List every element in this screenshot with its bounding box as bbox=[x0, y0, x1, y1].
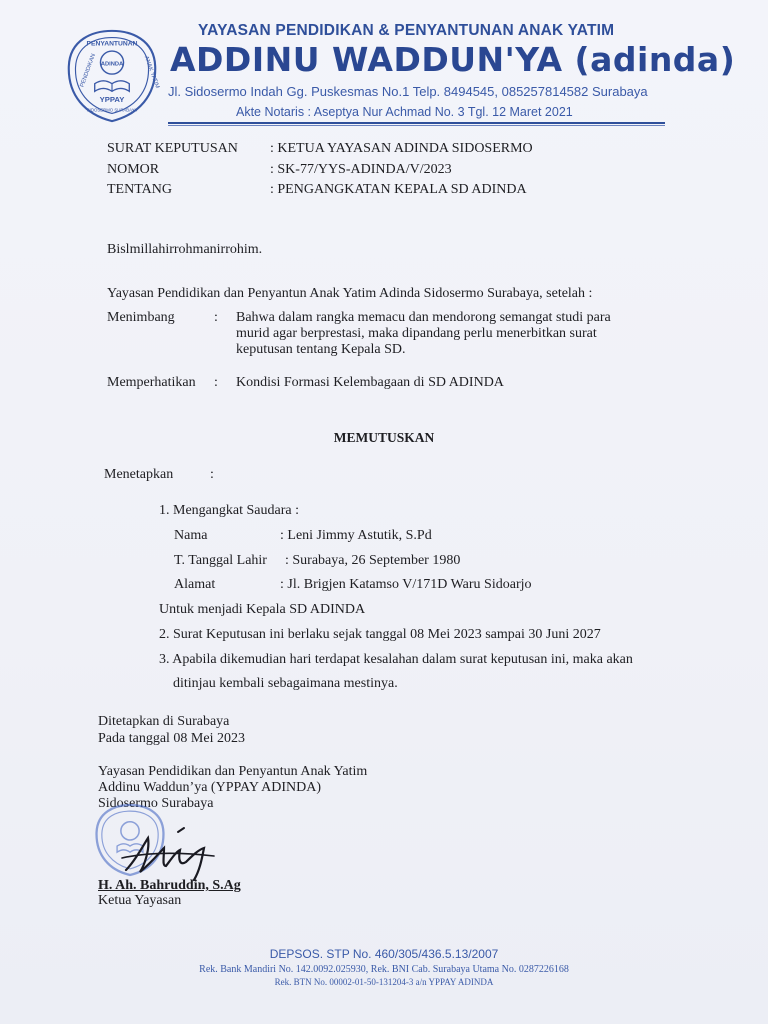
closing-org-line-3: Sidosermo Surabaya bbox=[98, 796, 214, 811]
org-top-line: YAYASAN PENDIDIKAN & PENYANTUNAN ANAK YATIM bbox=[198, 22, 615, 39]
menimbang-line-1: Bahwa dalam rangka memacu dan mendorong semangat studi para bbox=[236, 310, 611, 325]
item-1: 1. Mengangkat Saudara : bbox=[159, 503, 299, 518]
intro-paragraph: Yayasan Pendidikan dan Penyantun Anak Yatim Adinda Sidosermo Surabaya, setelah : bbox=[107, 286, 593, 301]
signer-title: Ketua Yayasan bbox=[98, 893, 182, 908]
opening-basmalah: Bislmillahirrohmanirrohim. bbox=[107, 242, 263, 257]
svg-text:YPPAY: YPPAY bbox=[99, 94, 125, 104]
letterhead-rule-thin bbox=[168, 125, 665, 126]
closing-date: Pada tanggal 08 Mei 2023 bbox=[98, 731, 245, 746]
nama-value: : Leni Jimmy Astutik, S.Pd bbox=[280, 528, 432, 543]
menetapkan-colon: : bbox=[210, 467, 214, 482]
item-3-line-2: ditinjau kembali sebagaimana mestinya. bbox=[173, 676, 398, 691]
header-key-nomor: NOMOR bbox=[107, 162, 160, 177]
closing-place: Ditetapkan di Surabaya bbox=[98, 714, 230, 729]
alamat-value: : Jl. Brigjen Katamso V/171D Waru Sidoarjo bbox=[280, 577, 532, 592]
svg-text:ANAK YATIM: ANAK YATIM bbox=[142, 55, 160, 90]
item-3-line-1: 3. Apabila dikemudian hari terdapat kesalahan dalam surat keputusan ini, maka akan bbox=[159, 652, 633, 667]
org-name: ADDINU WADDUN'YA (adinda) bbox=[170, 40, 736, 79]
ttl-label: T. Tanggal Lahir bbox=[174, 553, 267, 568]
alamat-label: Alamat bbox=[174, 577, 216, 592]
footer-bank-2: Rek. BTN No. 00002-01-50-131204-3 a/n YPPAY ADINDA bbox=[274, 977, 494, 987]
menetapkan-label: Menetapkan bbox=[104, 467, 174, 482]
ttl-value: : Surabaya, 26 September 1980 bbox=[285, 553, 461, 568]
menimbang-line-2: murid agar berprestasi, maka dipandang perlu menerbitkan surat bbox=[236, 326, 597, 341]
svg-text:SIDOSERMO SURABAYA: SIDOSERMO SURABAYA bbox=[86, 107, 138, 113]
menimbang-label: Menimbang bbox=[107, 310, 175, 325]
svg-text:ADINDA: ADINDA bbox=[100, 61, 124, 68]
header-value-surat: : KETUA YAYASAN ADINDA SIDOSERMO bbox=[270, 141, 533, 156]
header-key-surat: SURAT KEPUTUSAN bbox=[107, 141, 238, 156]
menimbang-colon: : bbox=[214, 310, 218, 325]
memperhatikan-text: Kondisi Formasi Kelembagaan di SD ADINDA bbox=[236, 375, 504, 390]
letterhead-rule bbox=[168, 122, 665, 124]
signature-scribble bbox=[118, 822, 218, 884]
svg-text:PENYANTUNAN: PENYANTUNAN bbox=[86, 40, 138, 48]
menimbang-line-3: keputusan tentang Kepala SD. bbox=[236, 342, 406, 357]
item-2: 2. Surat Keputusan ini berlaku sejak tanggal 08 Mei 2023 sampai 30 Juni 2027 bbox=[159, 627, 601, 642]
untuk-line: Untuk menjadi Kepala SD ADINDA bbox=[159, 602, 366, 617]
org-akte: Akte Notaris : Aseptya Nur Achmad No. 3 Tgl. 12 Maret 2021 bbox=[236, 105, 573, 119]
closing-org-line-2: Addinu Waddun’ya (YPPAY ADINDA) bbox=[98, 780, 322, 795]
footer-depsos: DEPSOS. STP No. 460/305/436.5.13/2007 bbox=[269, 947, 499, 961]
footer-bank-1: Rek. Bank Mandiri No. 142.0092.025930, Rek. BNI Cab. Surabaya Utama No. 0287226168 bbox=[199, 964, 569, 975]
header-value-tentang: : PENGANGKATAN KEPALA SD ADINDA bbox=[270, 182, 527, 197]
signer-name: H. Ah. Bahruddin, S.Ag bbox=[98, 878, 241, 893]
svg-text:PENDIDIKAN: PENDIDIKAN bbox=[79, 53, 98, 89]
memperhatikan-colon: : bbox=[214, 375, 218, 390]
nama-label: Nama bbox=[174, 528, 208, 543]
memperhatikan-label: Memperhatikan bbox=[107, 375, 196, 390]
foundation-logo bbox=[64, 28, 160, 124]
header-key-tentang: TENTANG bbox=[107, 182, 172, 197]
closing-org-line-1: Yayasan Pendidikan dan Penyantun Anak Yatim bbox=[98, 764, 368, 779]
org-address: Jl. Sidosermo Indah Gg. Puskesmas No.1 Telp. 8494545, 085257814582 Surabaya bbox=[168, 84, 648, 99]
header-value-nomor: : SK-77/YYS-ADINDA/V/2023 bbox=[270, 162, 452, 177]
memutuskan-heading: MEMUTUSKAN bbox=[333, 430, 435, 445]
